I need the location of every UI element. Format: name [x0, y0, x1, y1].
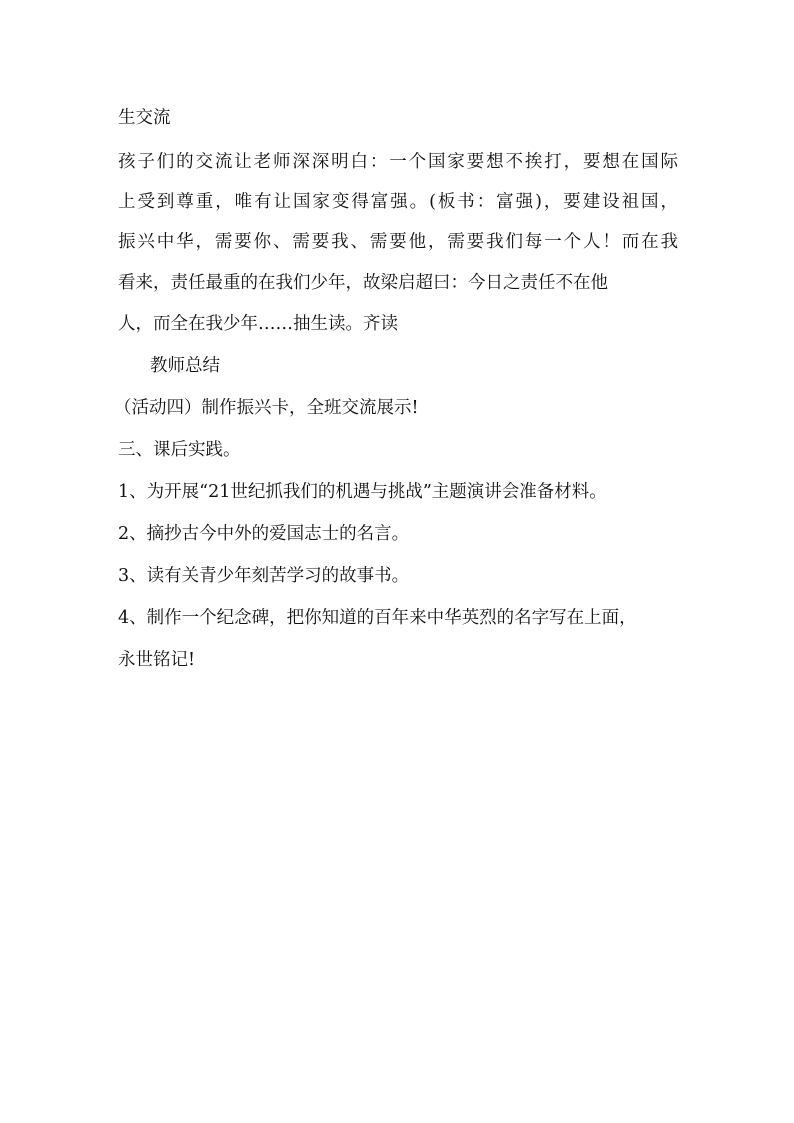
- text-line: 看来，责任最重的在我们少年，故梁启超曰：今日之责任不在他: [118, 273, 608, 293]
- text-line: 生交流: [118, 108, 171, 128]
- list-item: 4、制作一个纪念碑，把你知道的百年来中华英烈的名字写在上面，: [118, 608, 637, 628]
- text-line: 振兴中华，需要你、需要我、需要他，需要我们每一个人！而在我: [118, 232, 678, 252]
- text-line: 上受到尊重，唯有让国家变得富强。(板书：富强)，要建设祖国，: [118, 192, 678, 212]
- list-item: 3、读有关青少年刻苦学习的故事书。: [118, 566, 410, 586]
- list-item: 1、为开展“21世纪抓我们的机遇与挑战”主题演讲会准备材料。: [118, 482, 607, 502]
- text-line: （活动四）制作振兴卡，全班交流展示!: [114, 398, 419, 418]
- list-item: 2、摘抄古今中外的爱国志士的名言。: [118, 524, 410, 544]
- list-item-continuation: 永世铭记!: [118, 650, 196, 670]
- text-line: 教师总结: [150, 356, 220, 376]
- section-heading: 三、课后实践。: [118, 440, 241, 460]
- text-line: 孩子们的交流让老师深深明白：一个国家要想不挨打，要想在国际: [118, 152, 678, 172]
- text-line: 人，而全在我少年……抽生读。齐读: [118, 314, 398, 334]
